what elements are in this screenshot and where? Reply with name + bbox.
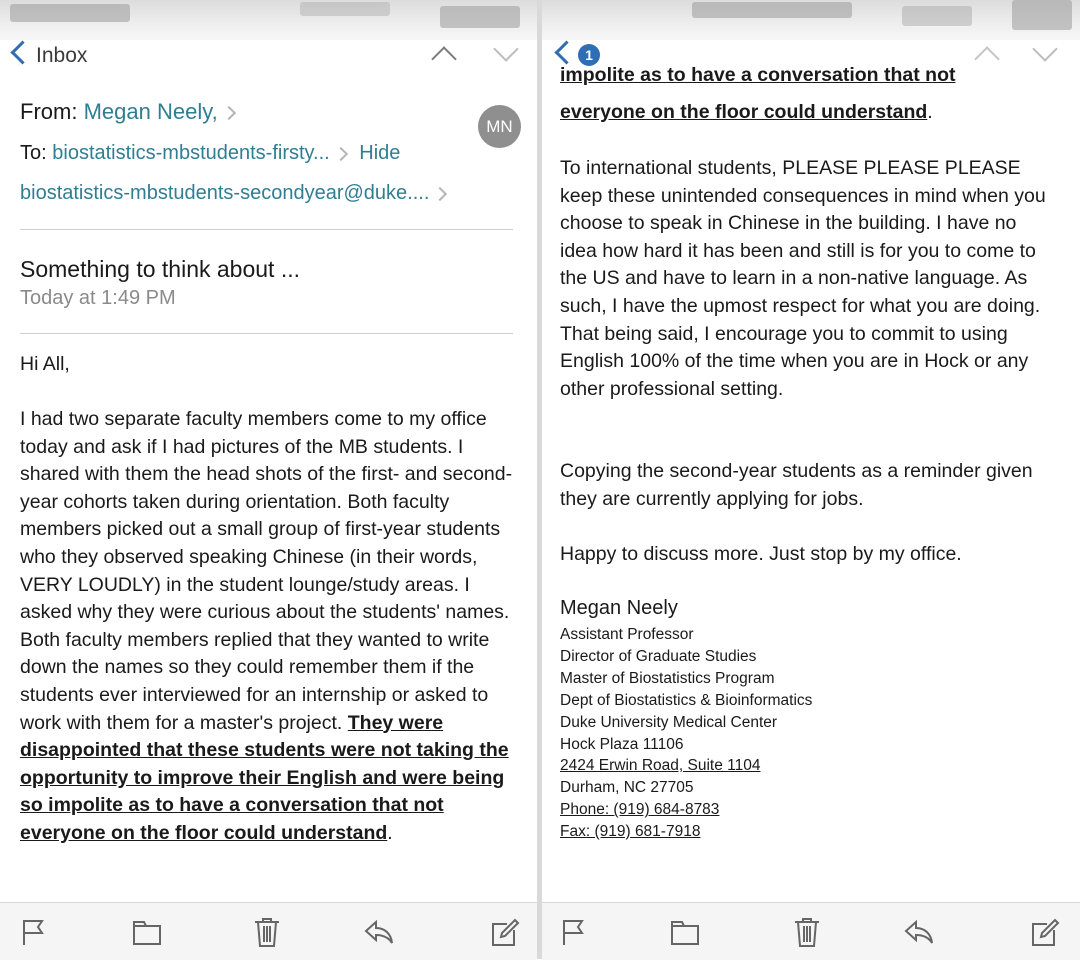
back-chevron-icon[interactable]	[10, 40, 34, 64]
sender-name[interactable]: Megan Neely,	[83, 99, 218, 124]
signature-line[interactable]: Fax: (919) 681-7918	[560, 823, 701, 841]
message-paragraph-1	[20, 406, 520, 848]
trash-icon[interactable]	[252, 916, 282, 948]
left-screen	[0, 0, 537, 959]
scrolled-off-line	[560, 64, 1070, 90]
folder-icon[interactable]	[132, 916, 162, 948]
bottom-toolbar	[0, 902, 537, 960]
emphasized-text: everyone on the floor could understand	[560, 101, 928, 123]
compose-icon[interactable]	[490, 916, 520, 948]
right-screen	[542, 0, 1080, 959]
signature-name: Megan Neely	[560, 597, 678, 619]
sent-date: Today at 1:49 PM	[20, 287, 176, 309]
cut-off-text: impolite as to have a conversation that not	[560, 64, 956, 86]
recipient-secondyear[interactable]	[20, 182, 445, 205]
signature-line: Duke University Medical Center	[560, 713, 778, 731]
message-paragraph-4: Happy to discuss more. Just stop by my office.	[560, 543, 962, 565]
from-label: From:	[20, 99, 78, 124]
hide-details-link[interactable]: Hide	[359, 142, 401, 164]
paragraph-end: .	[387, 821, 393, 844]
chevron-right-icon	[334, 147, 348, 161]
to-row	[20, 142, 400, 165]
signature-line[interactable]: 2424 Erwin Road, Suite 1104	[560, 757, 761, 775]
carry-over-end: .	[927, 101, 933, 123]
chevron-right-icon	[433, 187, 447, 201]
reply-icon[interactable]	[364, 916, 394, 948]
chevron-right-icon	[222, 106, 236, 120]
message-paragraph-2: To international students, PLEASE PLEASE PLEASE keep these unintended consequences in mind when you choose to speak in Chinese in the building. I have no idea how hard it has been and still is for you to come to the US and have to learn in a non-native language. As such, I have the upmost respect for what you are doing. That being said, I encourage you to commit to using English 100% of the time when you are in Hock or any other professional setting.	[560, 157, 1046, 400]
signature-line: Director of Graduate Studies	[560, 647, 757, 665]
signature-block	[560, 624, 812, 843]
status-bar-area	[0, 0, 537, 40]
signature-line: Dept of Biostatistics & Bioinformatics	[560, 691, 813, 709]
back-chevron-icon[interactable]	[554, 40, 578, 64]
to-label: To:	[20, 142, 47, 164]
next-message-icon[interactable]	[1032, 36, 1057, 61]
signature-line: Durham, NC 27705	[560, 779, 694, 797]
from-row	[20, 99, 234, 125]
bottom-toolbar	[542, 902, 1080, 960]
greeting: Hi All,	[20, 353, 70, 375]
unread-count-badge[interactable]: 1	[578, 44, 600, 66]
signature-line: Master of Biostatistics Program	[560, 669, 775, 687]
flag-icon[interactable]	[18, 916, 48, 948]
previous-message-icon[interactable]	[431, 46, 456, 71]
next-message-icon[interactable]	[493, 36, 518, 61]
signature-line: Assistant Professor	[560, 626, 694, 643]
compose-icon[interactable]	[1030, 916, 1060, 948]
signature-line: Hock Plaza 11106	[560, 735, 684, 753]
previous-message-icon[interactable]	[974, 46, 999, 71]
message-paragraph-3: Copying the second-year students as a reminder given they are currently applying for jobs.	[560, 460, 1033, 510]
folder-icon[interactable]	[670, 916, 700, 948]
carry-over-line	[560, 99, 1070, 127]
nav-bar	[0, 36, 537, 80]
flag-icon[interactable]	[558, 916, 588, 948]
back-to-inbox-button[interactable]: Inbox	[36, 44, 88, 67]
header-divider	[20, 229, 513, 230]
recipient-firstyear[interactable]: biostatistics-mbstudents-firsty...	[52, 142, 330, 164]
status-bar-area	[542, 0, 1080, 40]
subject: Something to think about ...	[20, 256, 301, 282]
emphasized-text: They were disappointed that these students were not taking the opportunity to improve their English and were being so impolite as to have a conversation that not everyone on the floor could understand	[20, 711, 509, 844]
signature-line[interactable]: Phone: (919) 684-8783	[560, 801, 720, 819]
paragraph-text: I had two separate faculty members come to my office today and ask if I had pictures of the MB students. I shared with them the head shots of the first- and second-year cohorts taken during orientation. Both faculty members picked out a small group of first-year students who they observed speaking Chinese (in their words, VERY LOUDLY) in the student lounge/study areas. I asked why they were curious about the students' names. Both faculty members replied that they wanted to write down the names so they could remember them if the students ever interviewed for an internship or asked to work with them for a master's project.	[20, 408, 513, 734]
reply-icon[interactable]	[904, 916, 934, 948]
trash-icon[interactable]	[792, 916, 822, 948]
subject-divider	[20, 333, 513, 334]
recipient-secondyear-text: biostatistics-mbstudents-secondyear@duke....	[20, 182, 430, 204]
avatar: MN	[478, 105, 521, 148]
